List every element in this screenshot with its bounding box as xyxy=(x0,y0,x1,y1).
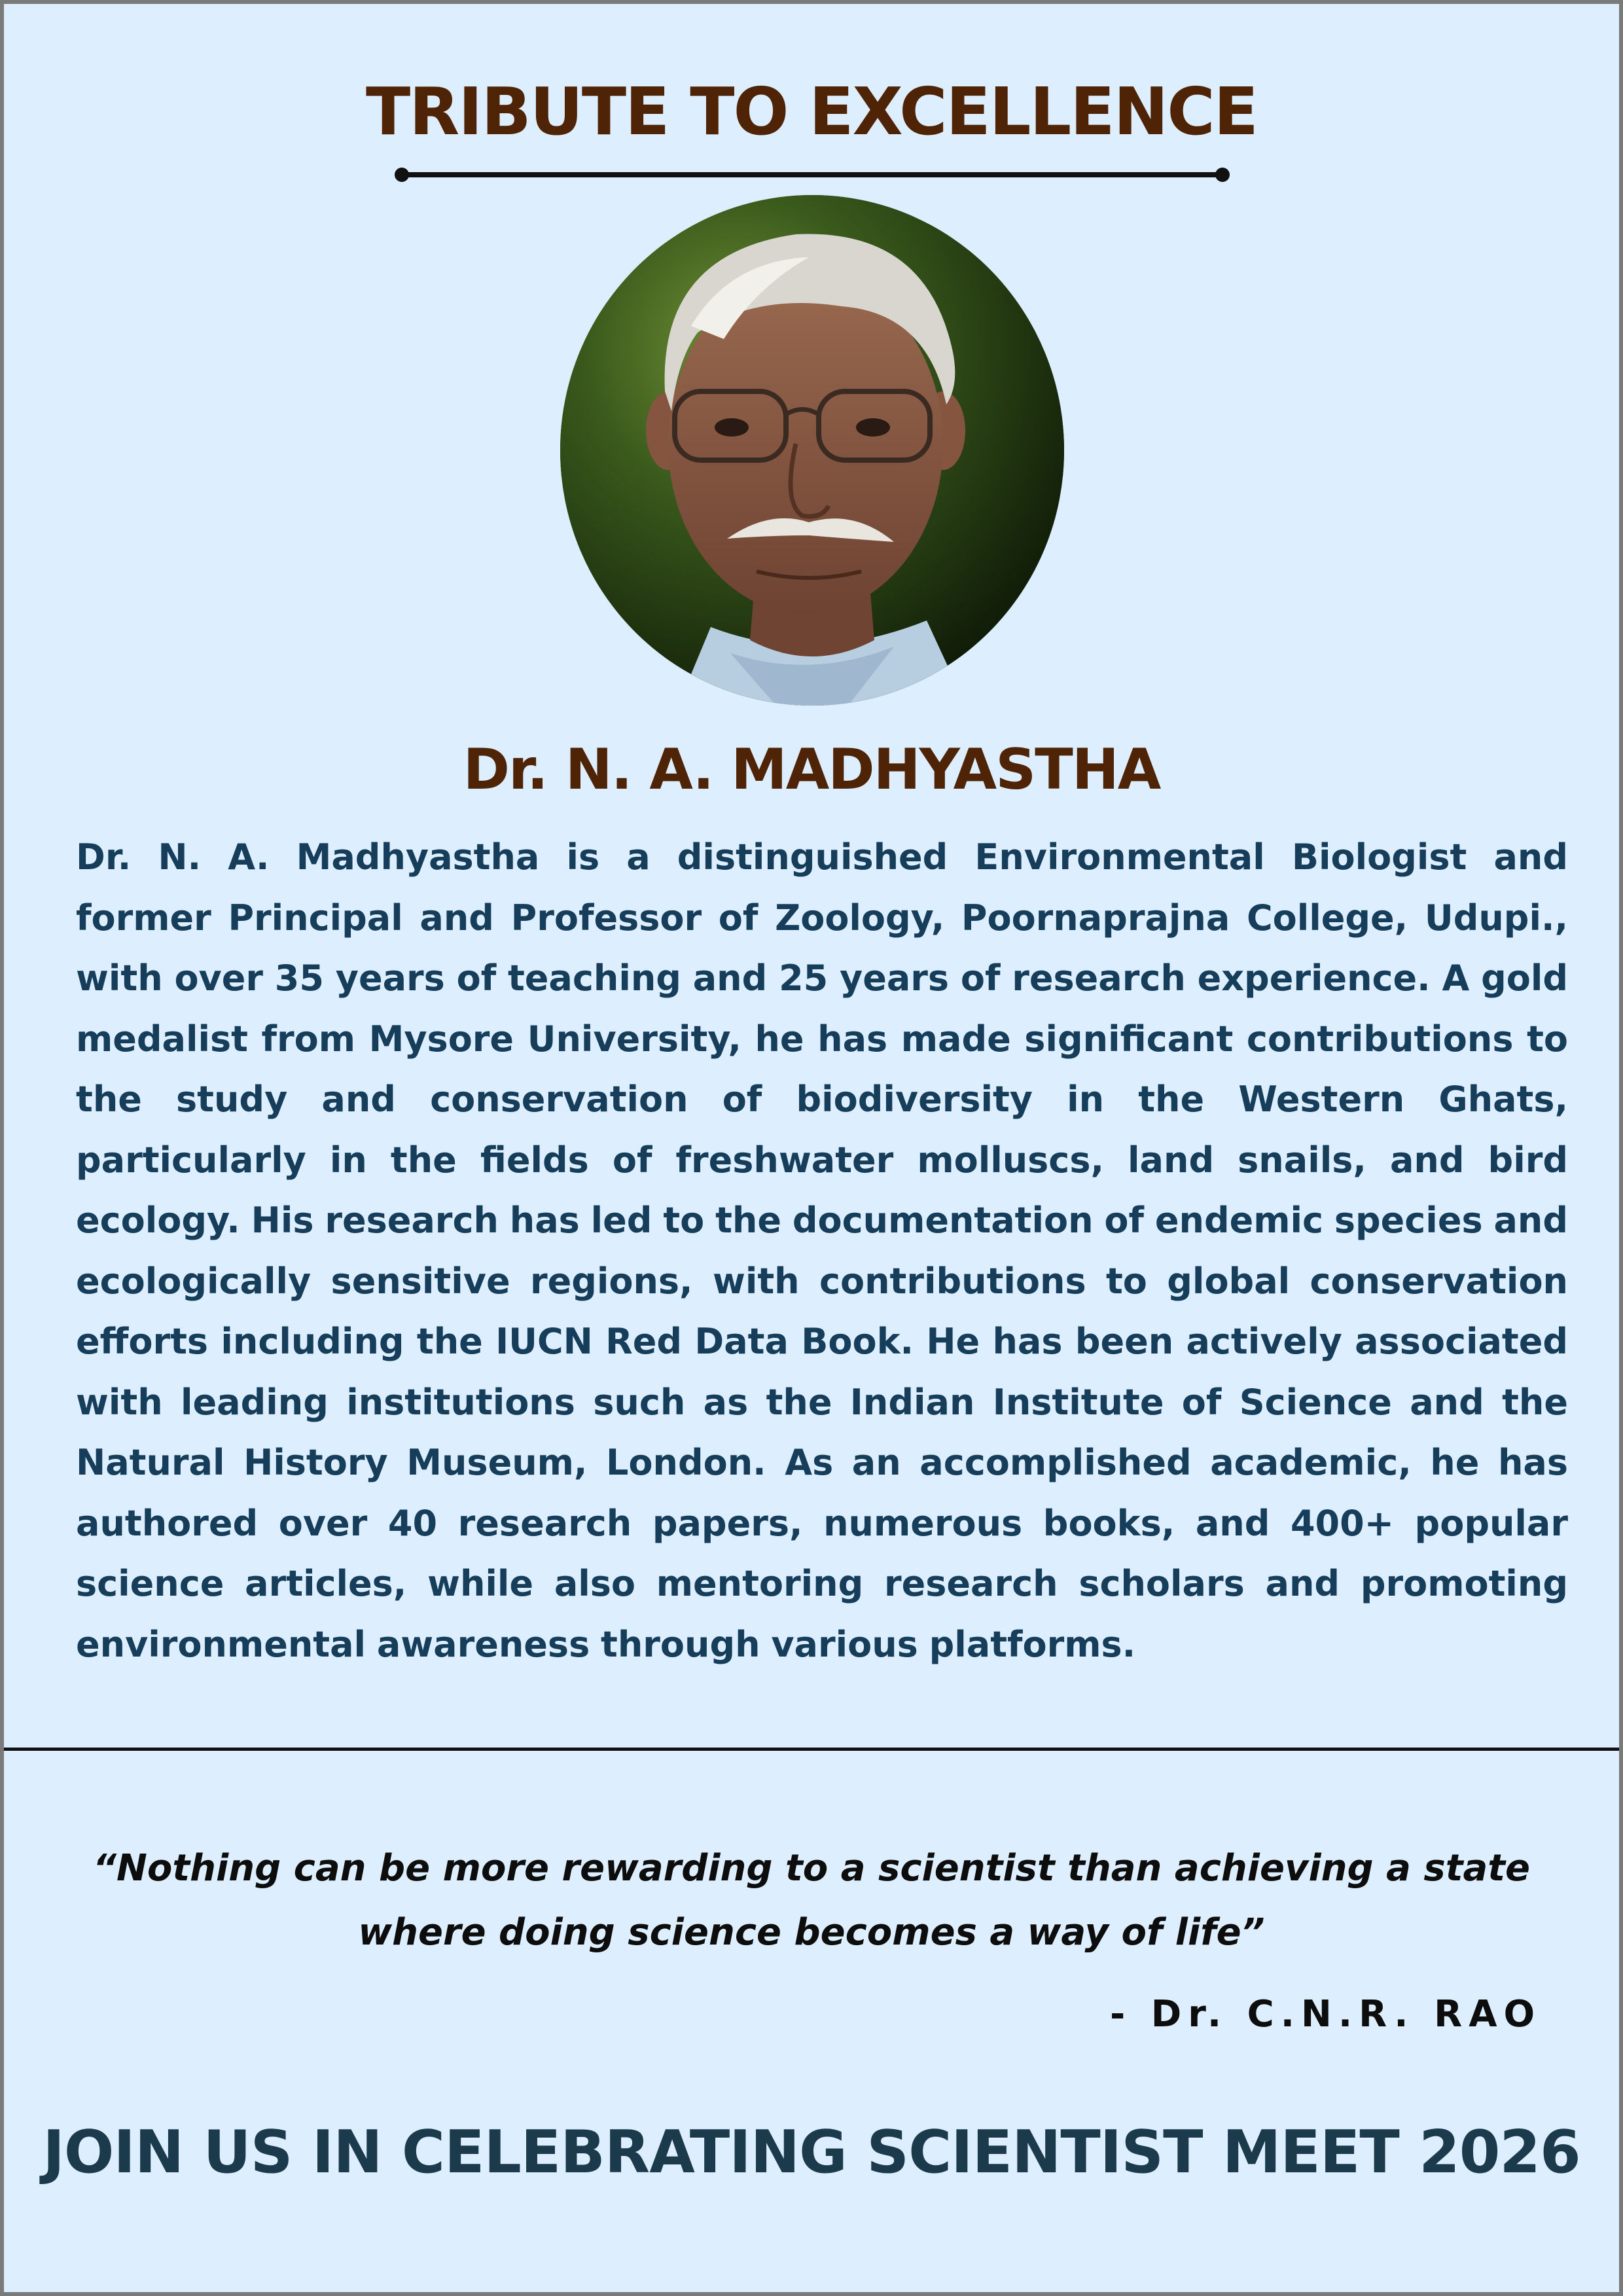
poster-page xyxy=(4,4,1619,2292)
event-call-to-action: JOIN US IN CELEBRATING SCIENTIST MEET 2026 xyxy=(43,2118,1580,2187)
honoree-name: Dr. N. A. MADHYASTHA xyxy=(463,737,1160,802)
quote-attribution: - Dr. C.N.R. RAO xyxy=(1110,1993,1542,2036)
heading-divider xyxy=(402,172,1222,177)
quote-line-1: “Nothing can be more rewarding to a scientist than achieving a state xyxy=(92,1847,1531,1890)
portrait-photo xyxy=(560,195,1064,706)
honoree-biography: Dr. N. A. Madhyastha is a distinguished Environmental Biologist and former Principal and Professor of Zoology, Poornaprajna College, Udupi., with over 35 years of teaching and 25 years of research experience. A gold medalist from Mysore University, he has made significant contributions to the study and conservation of biodiversity in the Western Ghats, particularly in the fields of freshwater molluscs, land snails, and bird ecology. His research has led to the documentation of endemic species and ecologically sensitive regions, with contributions to global conservation efforts including the IUCN Red Data Book. He has been actively associated with leading institutions such as the Indian Institute of Science and the Natural History Museum, London. As an accomplished academic, he has authored over 40 research papers, numerous books, and 400+ popular science articles, while also mentoring research scholars and promoting environmental awareness through various platforms. xyxy=(76,836,1568,1665)
portrait-illustration xyxy=(560,195,1064,706)
quote-line-2: where doing science becomes a way of life” xyxy=(358,1911,1265,1954)
section-divider xyxy=(4,1748,1619,1751)
poster-heading: TRIBUTE TO EXCELLENCE xyxy=(366,73,1257,150)
quote xyxy=(4,1837,1619,1965)
divider-dot-right xyxy=(1215,168,1230,182)
divider-dot-left xyxy=(395,168,409,182)
